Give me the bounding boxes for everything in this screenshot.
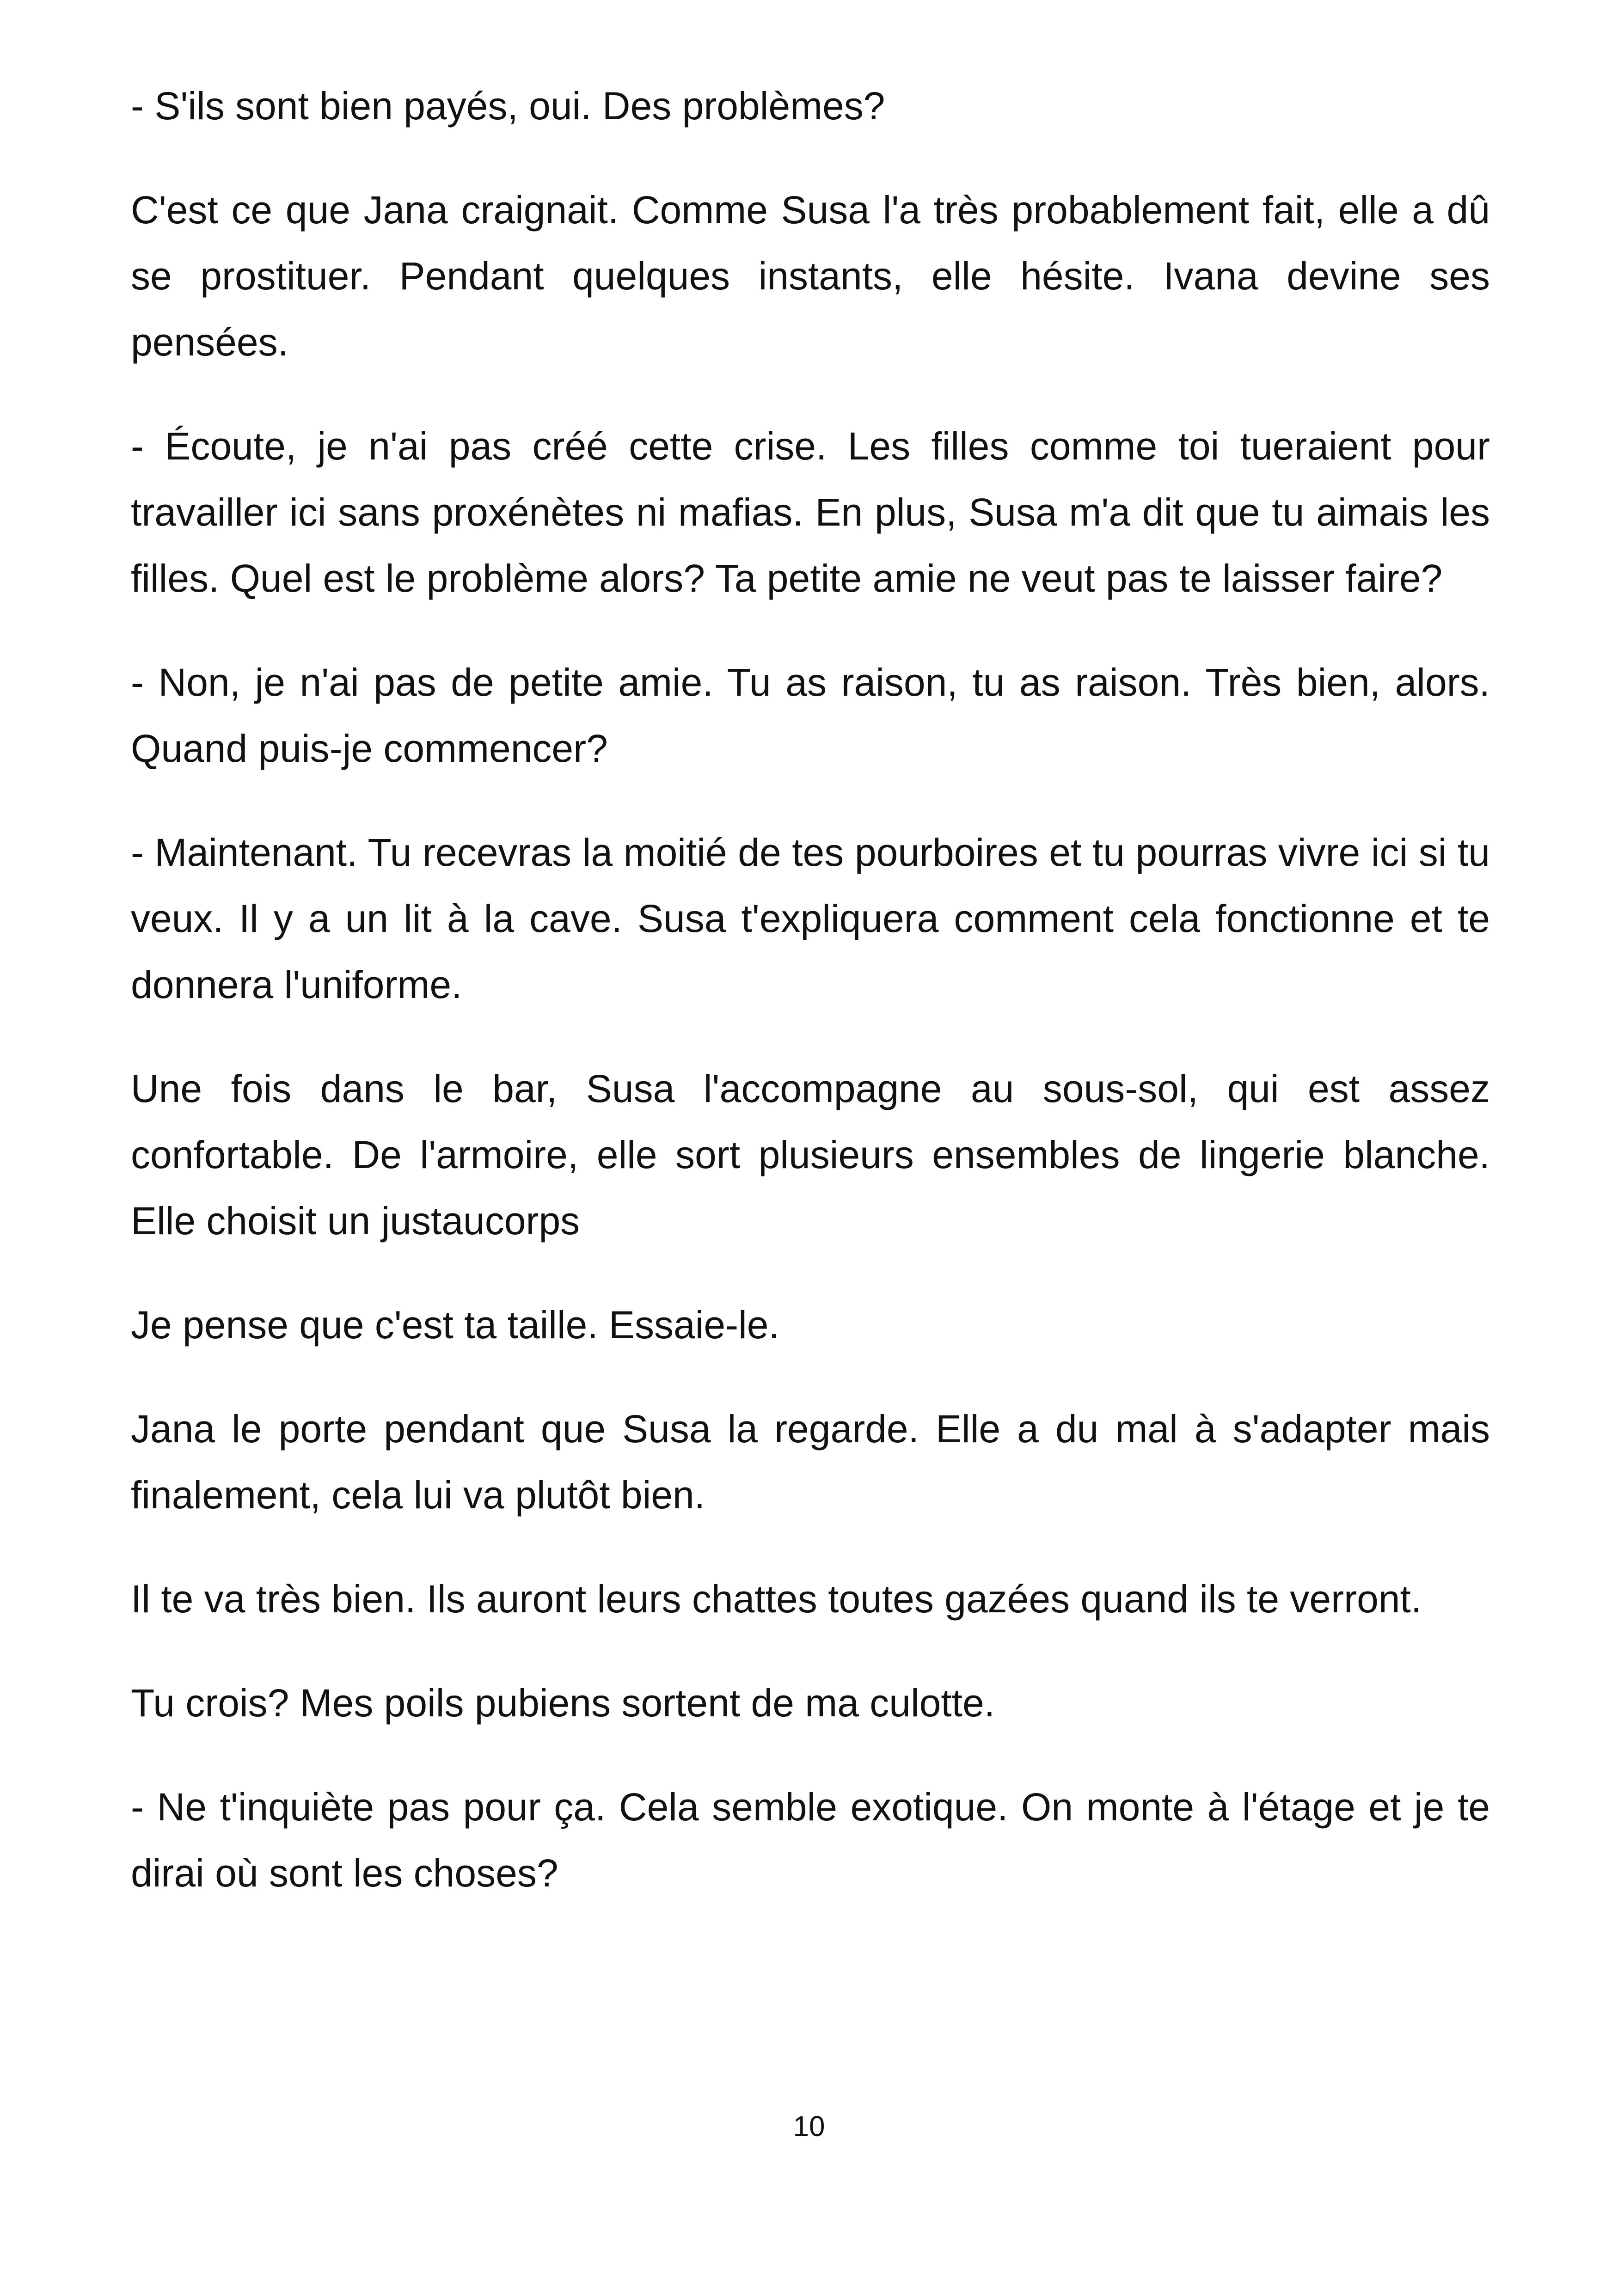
paragraph-8: Jana le porte pendant que Susa la regarde. Elle a du mal à s'adapter mais finalement, cela lui va plutôt bien.	[131, 1407, 1490, 1517]
page-number: 10	[793, 2111, 825, 2143]
body-text	[131, 73, 1490, 1944]
paragraph-4: - Non, je n'ai pas de petite amie. Tu as raison, tu as raison. Très bien, alors. Quand puis-je commencer?	[131, 661, 1490, 770]
paragraph-1: - S'ils sont bien payés, oui. Des problèmes?	[131, 84, 885, 128]
paragraph-10: Tu crois? Mes poils pubiens sortent de ma culotte.	[131, 1681, 995, 1725]
paragraph-6: Une fois dans le bar, Susa l'accompagne au sous-sol, qui est assez confortable. De l'armoire, elle sort plusieurs ensembles de lingerie blanche. Elle choisit un justaucorps	[131, 1067, 1490, 1243]
paragraph-2: C'est ce que Jana craignait. Comme Susa l'a très probablement fait, elle a dû se prostituer. Pendant quelques instants, elle hésite. Ivana devine ses pensées.	[131, 188, 1490, 364]
paragraph-9: Il te va très bien. Ils auront leurs chattes toutes gazées quand ils te verront.	[131, 1577, 1422, 1621]
paragraph-3: - Écoute, je n'ai pas créé cette crise. Les filles comme toi tueraient pour travailler ici sans proxénètes ni mafias. En plus, Susa m'a dit que tu aimais les filles. Quel est le problème alors? Ta petite amie ne veut pas te laisser faire?	[131, 424, 1490, 600]
paragraph-11: - Ne t'inquiète pas pour ça. Cela semble exotique. On monte à l'étage et je te dirai où sont les choses?	[131, 1785, 1490, 1895]
paragraph-5: - Maintenant. Tu recevras la moitié de tes pourboires et tu pourras vivre ici si tu veux. Il y a un lit à la cave. Susa t'expliquera comment cela fonctionne et te donnera l'uniforme.	[131, 831, 1490, 1006]
paragraph-7: Je pense que c'est ta taille. Essaie-le.	[131, 1303, 779, 1347]
